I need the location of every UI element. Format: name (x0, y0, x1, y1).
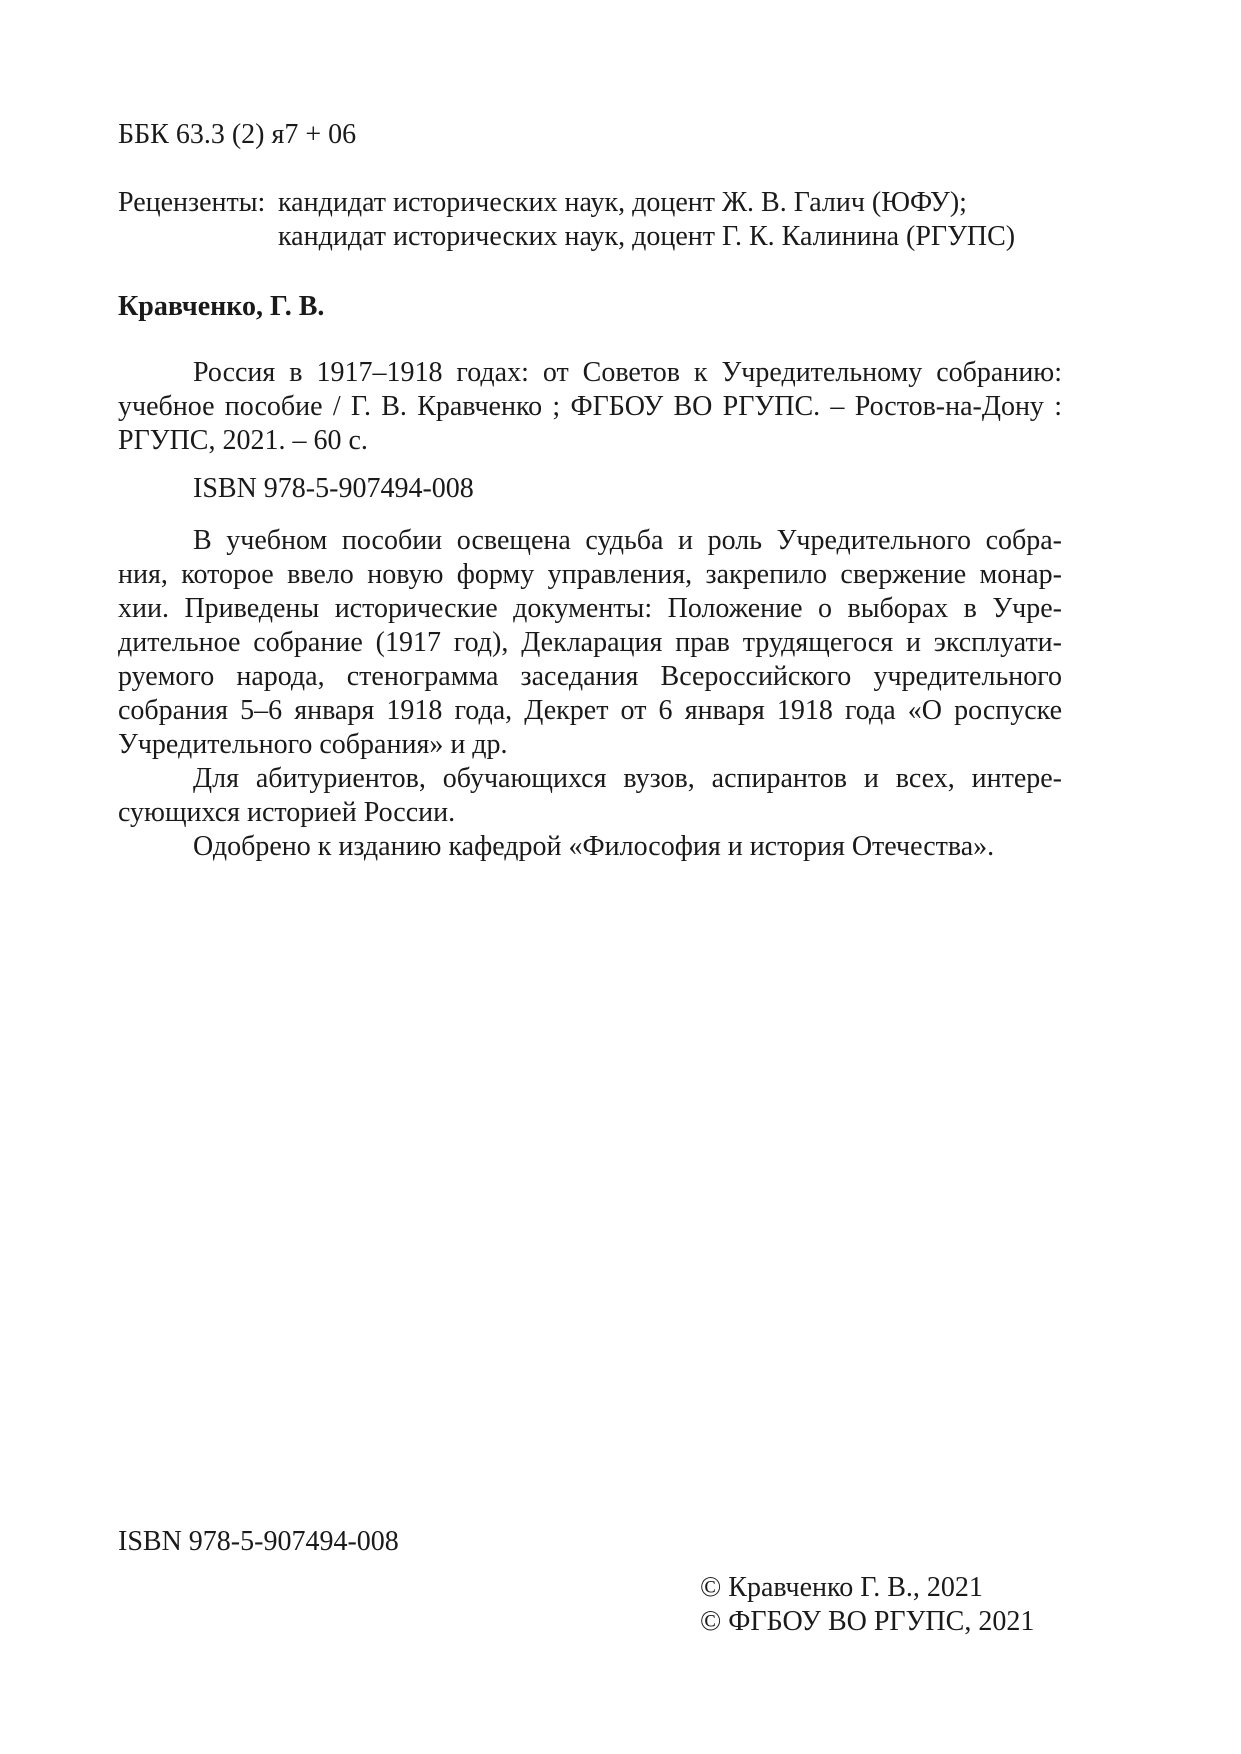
annotation-line: ния, которое ввело новую форму управления, закрепило свержение монар- (118, 559, 1062, 590)
reviewers-label: Рецензенты: (118, 187, 266, 218)
bbk-code (118, 118, 1062, 152)
approval-text: Одобрено к изданию кафедрой «Философия и история Отечества». (193, 831, 995, 862)
bibliographic-line: РГУПС, 2021. – 60 с. (118, 425, 368, 456)
annotation-line: В учебном пособии освещена судьба и роль Учредительного собра- (193, 525, 1062, 556)
reviewer-line: кандидат исторических наук, доцент Ж. В. Галич (ЮФУ); (278, 187, 967, 218)
annotation (118, 524, 1062, 864)
audience-line: сующихся историей России. (118, 797, 456, 828)
reviewer-line: кандидат исторических наук, доцент Г. К. Калинина (РГУПС) (278, 221, 1016, 252)
audience-line: Для абитуриентов, обучающихся вузов, аспирантов и всех, интере- (193, 763, 1062, 794)
isbn-top (118, 472, 1062, 506)
copyright-block (700, 1571, 1060, 1639)
copyright-line: © Кравченко Г. В., 2021 (700, 1572, 983, 1603)
bibliographic-line: учебное пособие / Г. В. Кравченко ; ФГБОУ ВО РГУПС. – Ростов-на-Дону : (118, 391, 1062, 422)
isbn-top-text: ISBN 978-5-907494-008 (193, 473, 474, 504)
author-heading (118, 290, 1062, 324)
annotation-line: дительное собрание (1917 год), Декларация прав трудящегося и эксплуати- (118, 627, 1062, 658)
reviewers-block (118, 186, 1062, 254)
isbn-bottom-text: ISBN 978-5-907494-008 (118, 1526, 399, 1557)
annotation-line: хии. Приведены исторические документы: Положение о выборах в Учре- (118, 593, 1062, 624)
isbn-bottom (118, 1525, 1062, 1559)
annotation-line: Учредительного собрания» и др. (118, 729, 508, 760)
copyright-line: © ФГБОУ ВО РГУПС, 2021 (700, 1606, 1035, 1637)
annotation-line: руемого народа, стенограмма заседания Всероссийского учредительного (118, 661, 1062, 692)
author-name: Кравченко, Г. В. (118, 291, 325, 322)
bibliographic-record (118, 356, 1062, 458)
annotation-line: собрания 5–6 января 1918 года, Декрет от 6 января 1918 года «О роспуске (118, 695, 1062, 726)
bbk-text: ББК 63.3 (2) я7 + 06 (118, 119, 357, 150)
bibliographic-line: Россия в 1917–1918 годах: от Советов к Учредительному собранию: (193, 357, 1062, 388)
